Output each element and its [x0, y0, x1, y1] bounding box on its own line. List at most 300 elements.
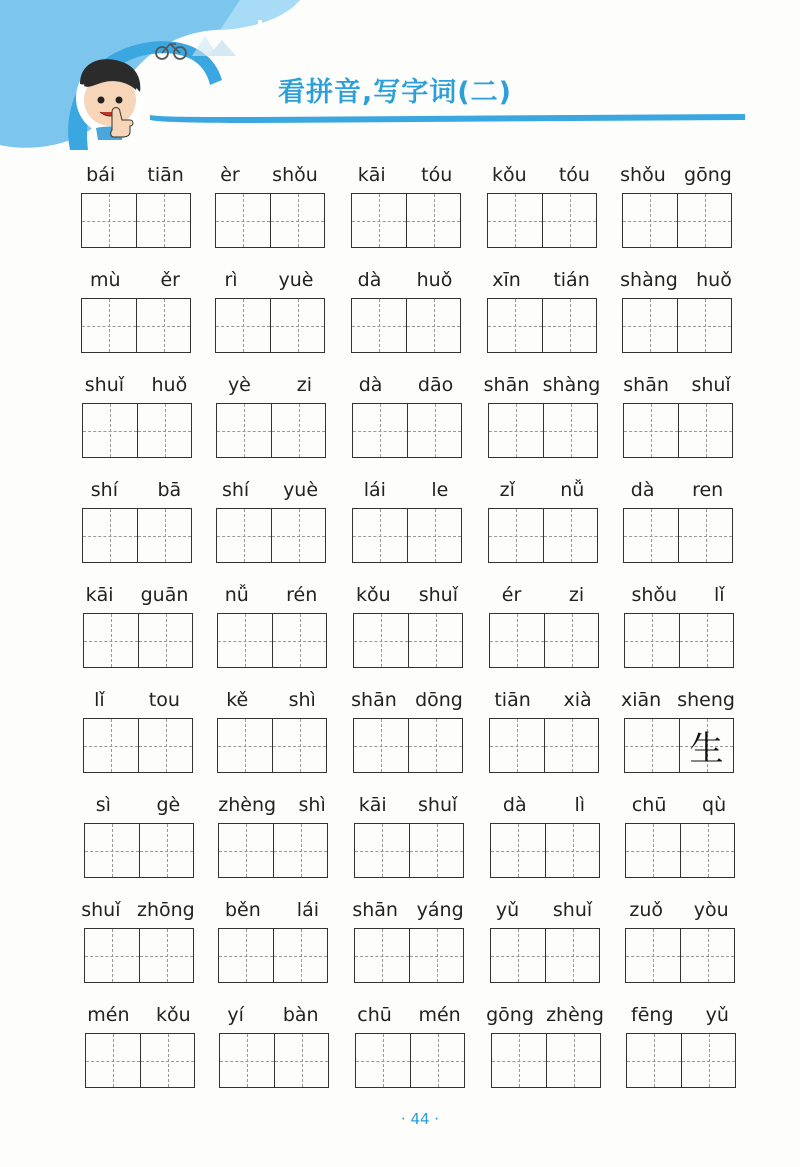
- writing-box[interactable]: [681, 1034, 735, 1087]
- pinyin-syllable: shān: [351, 689, 397, 711]
- writing-box[interactable]: [626, 824, 680, 877]
- word-cell: [212, 790, 332, 890]
- pinyin-label: [615, 1000, 745, 1026]
- pinyin-label: [612, 370, 742, 396]
- word-cell: [75, 265, 195, 365]
- writing-box[interactable]: [546, 1034, 600, 1087]
- pinyin-syllable: shǒu: [620, 164, 666, 186]
- writing-boxes: [82, 508, 192, 563]
- writing-box[interactable]: [409, 824, 463, 877]
- word-cell: [78, 895, 198, 995]
- writing-box[interactable]: [623, 194, 677, 247]
- writing-box[interactable]: [490, 719, 544, 772]
- pinyin-label: [611, 160, 741, 186]
- writing-boxes: [623, 508, 733, 563]
- writing-box[interactable]: [542, 299, 596, 352]
- page-title: 看拼音,写字词(二): [278, 77, 512, 108]
- writing-boxes: [625, 823, 735, 878]
- pinyin-label: [614, 895, 744, 921]
- pinyin-label: [340, 160, 470, 186]
- pinyin-label: [72, 580, 202, 606]
- writing-box[interactable]: [274, 1034, 328, 1087]
- word-cell: [619, 895, 739, 995]
- pinyin-syllable: shān: [623, 374, 669, 396]
- writing-boxes: [218, 823, 328, 878]
- pinyin-syllable: sì: [95, 794, 111, 816]
- writing-box[interactable]: [625, 614, 679, 667]
- pinyin-syllable: shǒu: [272, 164, 318, 186]
- pinyin-syllable: kāi: [357, 164, 386, 186]
- writing-box[interactable]: [273, 929, 327, 982]
- pinyin-label: [73, 790, 203, 816]
- pinyin-syllable: dōng: [415, 689, 463, 711]
- pinyin-syllable: guān: [140, 584, 189, 606]
- writing-boxes: [489, 613, 599, 668]
- word-cell: [484, 895, 604, 995]
- writing-box[interactable]: [86, 1034, 140, 1087]
- word-cell: [617, 475, 737, 575]
- writing-box[interactable]: [409, 929, 463, 982]
- writing-box[interactable]: [140, 1034, 194, 1087]
- pinyin-syllable: qù: [702, 794, 727, 816]
- writing-box[interactable]: [680, 929, 734, 982]
- writing-boxes: [215, 193, 325, 248]
- writing-box[interactable]: [85, 824, 139, 877]
- writing-boxes: [217, 718, 327, 773]
- word-cell: [79, 1000, 199, 1100]
- pinyin-label: [476, 265, 606, 291]
- pinyin-label: [478, 685, 608, 711]
- writing-boxes: [216, 508, 326, 563]
- pinyin-syllable: lǐ: [94, 689, 105, 711]
- writing-box[interactable]: [270, 194, 324, 247]
- pinyin-syllable: xiān: [621, 689, 662, 711]
- writing-box[interactable]: [138, 719, 192, 772]
- word-cell: [212, 895, 332, 995]
- pinyin-label: [342, 685, 472, 711]
- pinyin-syllable: tiān: [494, 689, 531, 711]
- writing-box[interactable]: [625, 719, 679, 772]
- word-cell: [210, 475, 330, 575]
- writing-box[interactable]: [355, 824, 409, 877]
- writing-box[interactable]: [354, 614, 408, 667]
- writing-boxes: [488, 403, 598, 458]
- pinyin-label: [74, 1000, 204, 1026]
- pinyin-syllable: huǒ: [151, 374, 188, 396]
- writing-boxes: [83, 718, 193, 773]
- writing-box[interactable]: [678, 509, 732, 562]
- word-cell: [348, 790, 468, 890]
- pinyin-label: [208, 1000, 338, 1026]
- pinyin-syllable: shuǐ: [552, 899, 593, 921]
- writing-boxes: [490, 823, 600, 878]
- writing-box[interactable]: [137, 509, 191, 562]
- pinyin-syllable: bā: [157, 479, 182, 501]
- writing-boxes: [85, 1033, 195, 1088]
- pinyin-syllable: yè: [227, 374, 251, 396]
- pinyin-label: [479, 895, 609, 921]
- pinyin-label: [342, 580, 472, 606]
- pinyin-syllable: yǔ: [495, 899, 520, 921]
- word-cell: [211, 685, 331, 785]
- pinyin-label: [204, 265, 334, 291]
- writing-boxes: [488, 508, 598, 563]
- writing-box[interactable]: [271, 509, 325, 562]
- writing-box[interactable]: [544, 614, 598, 667]
- writing-box[interactable]: [83, 404, 137, 457]
- pinyin-syllable: zi: [296, 374, 313, 396]
- word-cell: [211, 580, 331, 680]
- writing-boxes: [216, 403, 326, 458]
- pinyin-syllable: kǒu: [356, 584, 391, 606]
- pinyin-syllable: zuǒ: [629, 899, 663, 921]
- pinyin-syllable: shàng: [620, 269, 678, 291]
- word-cell: [210, 370, 330, 470]
- pinyin-label: [614, 790, 744, 816]
- writing-box[interactable]: [407, 404, 461, 457]
- writing-box[interactable]: [627, 1034, 681, 1087]
- writing-box[interactable]: [542, 194, 596, 247]
- writing-box[interactable]: [216, 194, 270, 247]
- writing-boxes: [351, 298, 461, 353]
- pinyin-syllable: lǐ: [713, 584, 725, 606]
- pinyin-syllable: mù: [89, 269, 121, 291]
- writing-box[interactable]: [139, 929, 193, 982]
- writing-box[interactable]: [84, 719, 138, 772]
- pinyin-label: [204, 160, 334, 186]
- writing-box[interactable]: [218, 719, 272, 772]
- writing-box[interactable]: [220, 1034, 274, 1087]
- pinyin-label: [71, 370, 201, 396]
- word-cell: [209, 265, 329, 365]
- writing-box[interactable]: [82, 194, 136, 247]
- word-cell: [484, 790, 604, 890]
- pinyin-syllable: tiān: [147, 164, 184, 186]
- writing-box[interactable]: [353, 509, 407, 562]
- pinyin-label: [70, 160, 200, 186]
- example-character: 生: [689, 729, 724, 769]
- word-cell: [78, 790, 198, 890]
- writing-box[interactable]: [545, 824, 599, 877]
- writing-box[interactable]: [85, 929, 139, 982]
- pinyin-syllable: huǒ: [416, 269, 453, 291]
- writing-boxes: [84, 823, 194, 878]
- pinyin-syllable: shì: [298, 794, 326, 816]
- pinyin-label: [612, 475, 742, 501]
- pinyin-syllable: yí: [227, 1004, 244, 1026]
- writing-boxes: [83, 613, 193, 668]
- writing-box[interactable]: [623, 299, 677, 352]
- writing-box[interactable]: [271, 404, 325, 457]
- writing-box[interactable]: [488, 299, 542, 352]
- word-cell: [76, 475, 196, 575]
- pinyin-syllable: zhèng: [546, 1004, 604, 1026]
- pinyin-label: [613, 685, 743, 711]
- pinyin-syllable: mén: [87, 1004, 130, 1026]
- pinyin-syllable: shuǐ: [81, 899, 121, 921]
- word-cell: [345, 160, 465, 260]
- writing-box[interactable]: [273, 824, 327, 877]
- word-cell: [209, 160, 329, 260]
- word-cell: [482, 475, 602, 575]
- writing-boxes: [352, 403, 462, 458]
- pinyin-syllable: shuǐ: [418, 584, 458, 606]
- writing-boxes: [624, 613, 734, 668]
- writing-box[interactable]: [407, 509, 461, 562]
- pinyin-syllable: yòu: [693, 899, 729, 921]
- word-cell: [347, 580, 467, 680]
- word-cell: [483, 580, 603, 680]
- pinyin-syllable: dà: [358, 374, 383, 396]
- pinyin-syllable: fēng: [631, 1004, 674, 1026]
- word-cell: [616, 160, 736, 260]
- pinyin-syllable: shān: [483, 374, 530, 396]
- page-number: · 44 ·: [400, 1110, 440, 1128]
- writing-box[interactable]: [217, 509, 271, 562]
- writing-box[interactable]: [356, 1034, 410, 1087]
- writing-boxes: [625, 928, 735, 983]
- writing-box[interactable]: [544, 719, 598, 772]
- pinyin-syllable: chū: [631, 794, 667, 816]
- writing-box[interactable]: [678, 404, 732, 457]
- pinyin-syllable: xīn: [492, 269, 521, 291]
- writing-box[interactable]: [489, 509, 543, 562]
- writing-boxes: [624, 718, 734, 773]
- pinyin-syllable: dà: [630, 479, 655, 501]
- pinyin-label: [476, 160, 606, 186]
- writing-box[interactable]: [677, 194, 731, 247]
- pinyin-label: [479, 790, 609, 816]
- pinyin-syllable: běn: [225, 899, 261, 921]
- word-cell: [481, 160, 601, 260]
- pinyin-label: [72, 685, 202, 711]
- writing-box[interactable]: [353, 404, 407, 457]
- writing-boxes: [490, 928, 600, 983]
- word-cell: [485, 1000, 605, 1100]
- pinyin-label: [205, 370, 335, 396]
- writing-box[interactable]: [137, 404, 191, 457]
- writing-boxes: [218, 928, 328, 983]
- pinyin-syllable: dà: [502, 794, 527, 816]
- pinyin-syllable: tou: [148, 689, 180, 711]
- writing-box[interactable]: [545, 929, 599, 982]
- writing-box[interactable]: [355, 929, 409, 982]
- word-cell: [213, 1000, 333, 1100]
- writing-box[interactable]: [490, 614, 544, 667]
- word-cell: [345, 265, 465, 365]
- writing-box[interactable]: [491, 929, 545, 982]
- writing-box[interactable]: [492, 1034, 546, 1087]
- pinyin-syllable: zhōng: [136, 899, 195, 921]
- writing-box[interactable]: [408, 719, 462, 772]
- word-cell: [618, 580, 738, 680]
- word-cell: [349, 1000, 469, 1100]
- pinyin-syllable: shí: [221, 479, 250, 501]
- pinyin-syllable: shān: [352, 899, 398, 921]
- writing-boxes: [215, 298, 325, 353]
- writing-boxes: [489, 718, 599, 773]
- pinyin-syllable: yuè: [283, 479, 319, 501]
- writing-box[interactable]: [543, 404, 597, 457]
- writing-box[interactable]: [406, 194, 460, 247]
- pinyin-syllable: ren: [692, 479, 724, 501]
- writing-box[interactable]: [679, 719, 733, 772]
- writing-box[interactable]: [138, 614, 192, 667]
- writing-boxes: [355, 1033, 465, 1088]
- writing-boxes: [487, 193, 597, 248]
- writing-box[interactable]: [410, 1034, 464, 1087]
- writing-boxes: [622, 298, 732, 353]
- word-cell: [77, 685, 197, 785]
- pinyin-syllable: kǒu: [156, 1004, 191, 1026]
- writing-boxes: [354, 928, 464, 983]
- pinyin-syllable: yuè: [278, 269, 314, 291]
- pinyin-syllable: le: [431, 479, 449, 501]
- pinyin-label: [341, 370, 471, 396]
- writing-boxes: [81, 298, 191, 353]
- writing-boxes: [351, 193, 461, 248]
- writing-box[interactable]: [218, 614, 272, 667]
- pinyin-label: [477, 475, 607, 501]
- pinyin-label: [613, 580, 743, 606]
- pinyin-syllable: èr: [220, 164, 240, 186]
- pinyin-syllable: shuǐ: [84, 374, 125, 396]
- pinyin-syllable: lái: [296, 899, 319, 921]
- pinyin-label: [71, 475, 201, 501]
- writing-box[interactable]: [406, 299, 460, 352]
- pinyin-label: [343, 790, 473, 816]
- pinyin-syllable: yǔ: [705, 1004, 729, 1026]
- word-cell: [616, 265, 736, 365]
- writing-box[interactable]: [272, 719, 326, 772]
- pinyin-label: [207, 895, 337, 921]
- pinyin-syllable: shàng: [542, 374, 601, 396]
- writing-box[interactable]: [489, 404, 543, 457]
- word-cell: [77, 580, 197, 680]
- writing-boxes: [352, 508, 462, 563]
- word-cell: [347, 685, 467, 785]
- pinyin-syllable: dāo: [417, 374, 454, 396]
- pinyin-syllable: zi: [568, 584, 585, 606]
- writing-boxes: [219, 1033, 329, 1088]
- pinyin-label: [480, 1000, 610, 1026]
- writing-box[interactable]: [488, 194, 542, 247]
- writing-box[interactable]: [216, 299, 270, 352]
- pinyin-label: [478, 580, 608, 606]
- pinyin-syllable: chū: [357, 1004, 392, 1026]
- pinyin-syllable: shí: [90, 479, 118, 501]
- writing-box[interactable]: [677, 299, 731, 352]
- pinyin-syllable: nǚ: [560, 479, 585, 501]
- writing-box[interactable]: [217, 404, 271, 457]
- pinyin-label: [341, 475, 471, 501]
- word-cell: [619, 790, 739, 890]
- pinyin-syllable: nǚ: [224, 584, 249, 606]
- writing-box[interactable]: [270, 299, 324, 352]
- word-cell: [618, 685, 738, 785]
- pinyin-syllable: gōng: [684, 164, 732, 186]
- pinyin-syllable: gōng: [486, 1004, 534, 1026]
- writing-boxes: [626, 1033, 736, 1088]
- writing-box[interactable]: [491, 824, 545, 877]
- word-cell: [482, 370, 602, 470]
- writing-box[interactable]: [272, 614, 326, 667]
- pinyin-label: [205, 475, 335, 501]
- pinyin-syllable: ěr: [160, 269, 180, 291]
- writing-box[interactable]: [626, 929, 680, 982]
- pinyin-syllable: kāi: [358, 794, 387, 816]
- writing-box[interactable]: [624, 509, 678, 562]
- pinyin-syllable: mén: [418, 1004, 461, 1026]
- writing-box[interactable]: [680, 824, 734, 877]
- pinyin-syllable: tóu: [421, 164, 453, 186]
- writing-box[interactable]: [139, 824, 193, 877]
- pinyin-syllable: lì: [574, 794, 586, 816]
- writing-boxes: [81, 193, 191, 248]
- pinyin-label: [611, 265, 741, 291]
- pinyin-syllable: tóu: [558, 164, 590, 186]
- writing-boxes: [354, 823, 464, 878]
- pinyin-label: [206, 580, 336, 606]
- writing-boxes: [623, 403, 733, 458]
- writing-box[interactable]: [219, 929, 273, 982]
- pinyin-label: [477, 370, 607, 396]
- pinyin-syllable: tián: [553, 269, 590, 291]
- writing-box[interactable]: [679, 614, 733, 667]
- pinyin-syllable: lái: [363, 479, 386, 501]
- writing-boxes: [82, 403, 192, 458]
- writing-box[interactable]: [136, 194, 190, 247]
- writing-box[interactable]: [543, 509, 597, 562]
- writing-boxes: [487, 298, 597, 353]
- writing-box[interactable]: [352, 194, 406, 247]
- pinyin-label: [340, 265, 470, 291]
- pinyin-syllable: xià: [563, 689, 592, 711]
- pinyin-label: [206, 685, 336, 711]
- pinyin-label: [344, 1000, 474, 1026]
- writing-box[interactable]: [136, 299, 190, 352]
- writing-boxes: [84, 928, 194, 983]
- pinyin-syllable: kě: [226, 689, 249, 711]
- pinyin-label: [343, 895, 473, 921]
- writing-boxes: [622, 193, 732, 248]
- word-cell: [346, 475, 466, 575]
- pinyin-syllable: shuǐ: [418, 794, 458, 816]
- pinyin-label: [207, 790, 337, 816]
- word-cell: [76, 370, 196, 470]
- pinyin-syllable: huǒ: [696, 269, 732, 291]
- word-cell: [481, 265, 601, 365]
- writing-box[interactable]: [352, 299, 406, 352]
- word-cell: [348, 895, 468, 995]
- writing-box[interactable]: [219, 824, 273, 877]
- word-cell: [75, 160, 195, 260]
- writing-box[interactable]: [83, 509, 137, 562]
- pinyin-syllable: shì: [288, 689, 316, 711]
- pinyin-syllable: zǐ: [499, 479, 515, 501]
- writing-box[interactable]: [82, 299, 136, 352]
- writing-box[interactable]: [84, 614, 138, 667]
- writing-box[interactable]: [624, 404, 678, 457]
- pinyin-syllable: bàn: [282, 1004, 319, 1026]
- writing-box[interactable]: [408, 614, 462, 667]
- pinyin-syllable: zhèng: [218, 794, 277, 816]
- word-cell: [620, 1000, 740, 1100]
- pinyin-label: [70, 265, 200, 291]
- writing-box[interactable]: [354, 719, 408, 772]
- pinyin-syllable: kāi: [85, 584, 114, 606]
- word-cell: [483, 685, 603, 785]
